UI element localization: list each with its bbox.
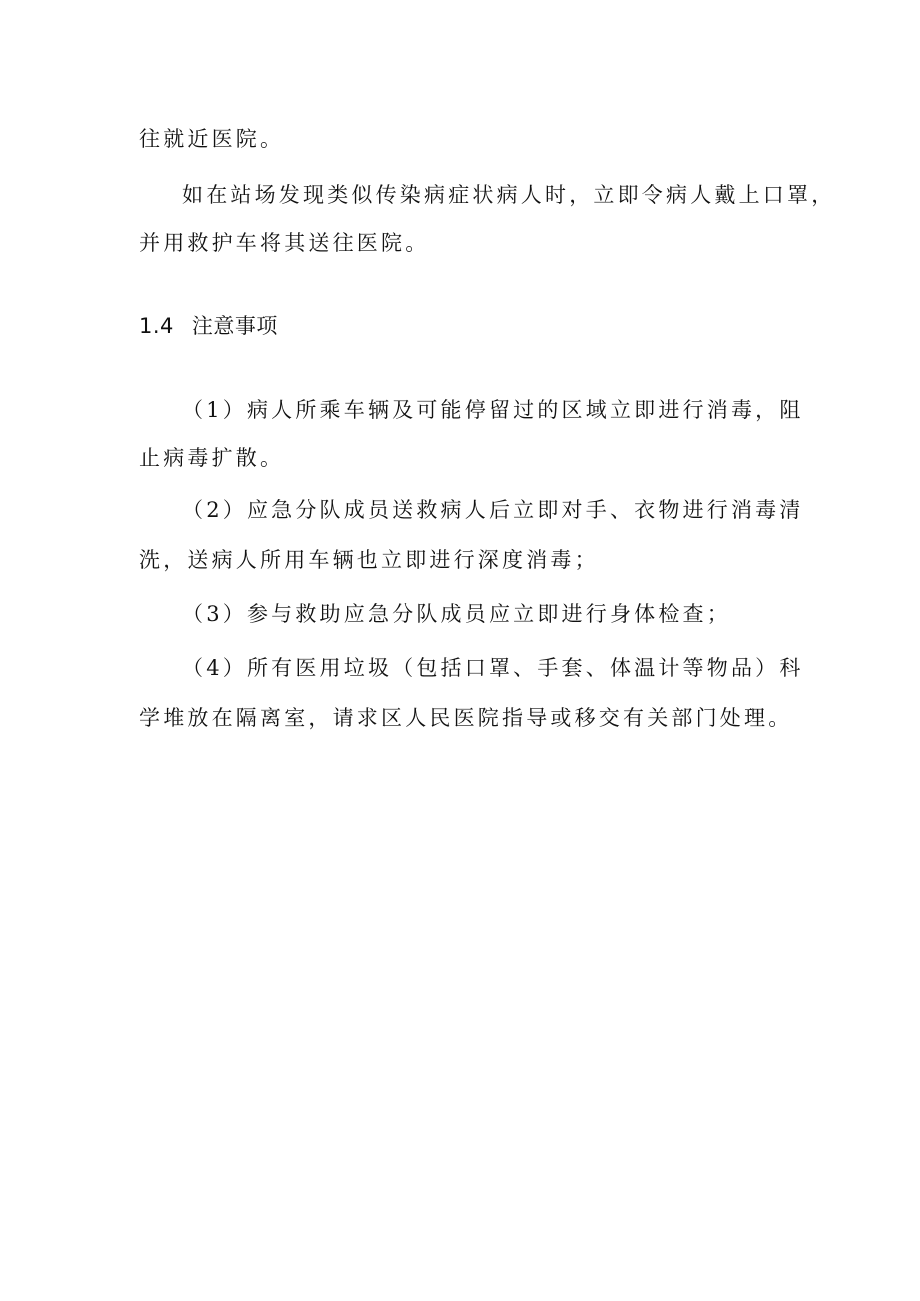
section-title: 注意事项 xyxy=(191,314,278,338)
section-heading xyxy=(139,311,278,341)
paragraph-continuation-line: 往就近医院。 xyxy=(139,127,285,151)
list-item-line: （2）应急分队成员送救病人后立即对手、衣物进行消毒清 xyxy=(182,498,804,522)
list-item-line: （3）参与救助应急分队成员应立即进行身体检查； xyxy=(182,602,731,626)
paragraph-line: 如在站场发现类似传染病症状病人时，立即令病人戴上口罩， xyxy=(182,183,836,207)
list-item-line: 学堆放在隔离室，请求区人民医院指导或移交有关部门处理。 xyxy=(139,706,793,730)
section-number: 1.4 xyxy=(139,314,174,338)
list-item-line: （4）所有医用垃圾（包括口罩、手套、体温计等物品）科 xyxy=(182,656,804,680)
list-item-line: （1）病人所乘车辆及可能停留过的区域立即进行消毒，阻 xyxy=(182,398,804,422)
list-item-line: 洗，送病人所用车辆也立即进行深度消毒； xyxy=(139,548,599,572)
list-item-line: 止病毒扩散。 xyxy=(139,446,285,470)
paragraph-line: 并用救护车将其送往医院。 xyxy=(139,231,430,255)
